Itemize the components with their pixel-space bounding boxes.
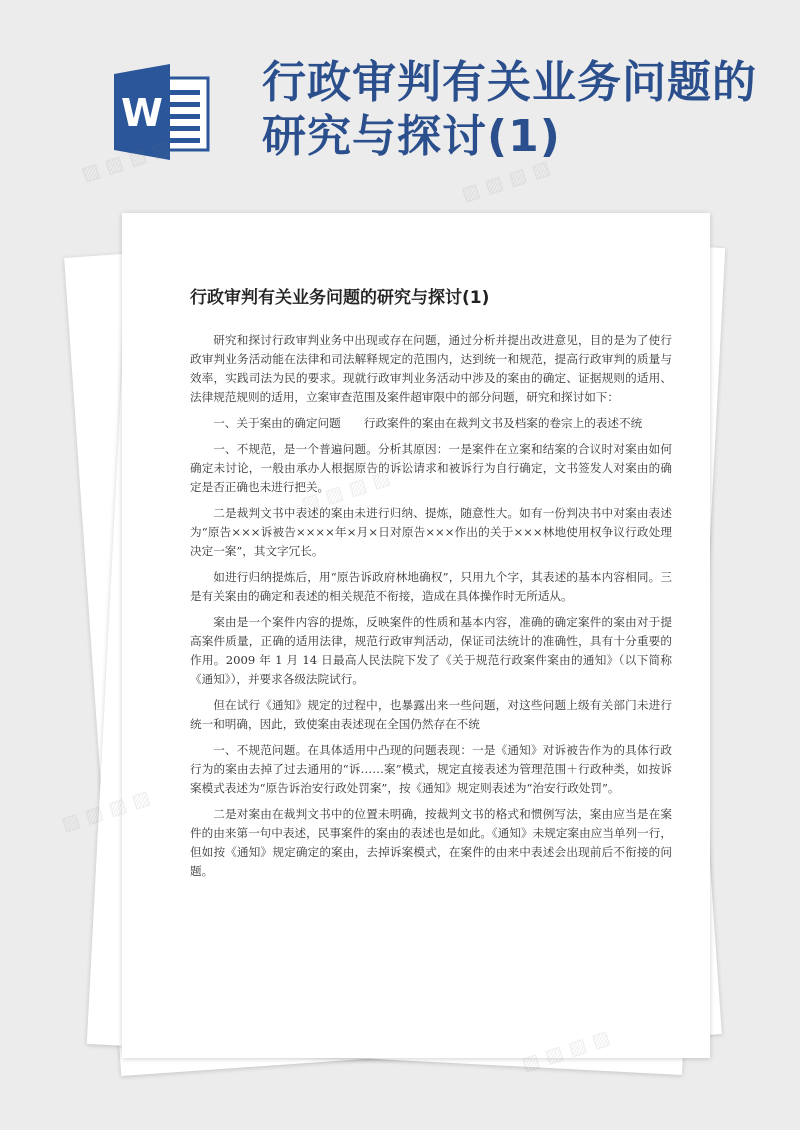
- paragraph: 二是裁判文书中表述的案由未进行归纳、提炼，随意性大。如有一份判决书中对案由表述为“原告×××诉被告××××年×月×日对原告×××作出的关于×××林地使用权争议行政处理决定一案”，其文字冗长。: [190, 506, 672, 558]
- document-title: 行政审判有关业务问题的研究与探讨(1): [190, 288, 490, 308]
- paragraph: 二是对案由在裁判文书中的位置未明确，按裁判文书的格式和惯例写法，案由应当是在案件的由来第一句中表述，民事案件的案由的表述也是如此。《通知》未规定案由应当单列一行，但如按《通知》规定确定的案由，去掉诉案模式，在案件的由来中表述会出现前后不衔接的问题。: [190, 807, 672, 878]
- paragraph: 案由是一个案件内容的提炼，反映案件的性质和基本内容，准确的确定案件的案由对于提高案件质量，正确的适用法律，规范行政审判活动，保证司法统计的准确性，具有十分重要的作用。2009 年 1 月 14 日最高人民法院下发了《关于规范行政案件案由的通知》（以下简称《通知》），并要求各级法院试行。: [190, 615, 672, 686]
- word-logo-letter: W: [121, 91, 163, 135]
- watermark-mark: ▨ ▨ ▨ ▨: [458, 156, 553, 206]
- paragraph: 一、关于案由的确定问题 行政案件的案由在裁判文书及档案的卷宗上的表述不统: [213, 416, 643, 430]
- document-page: [122, 213, 710, 1058]
- paragraph: 一、不规范问题。在具体适用中凸现的问题表现：一是《通知》对诉被告作为的具体行政行为的案由去掉了过去通用的“诉……案”模式，规定直接表述为管理范围＋行政种类，如按诉案模式表述为“原告诉治安行政处罚案”，按《通知》规定则表述为“治安行政处罚”。: [190, 743, 672, 795]
- paragraph: 如进行归纳提炼后，用“原告诉政府林地确权”，只用九个字，其表述的基本内容相同。三是有关案由的确定和表述的相关规范不衔接，造成在具体操作时无所适从。: [190, 570, 672, 603]
- paragraph: 一、不规范，是一个普遍问题。分析其原因：一是案件在立案和结案的合议时对案由如何确定未讨论，一般由承办人根据原告的诉讼请求和被诉行为自行确定，文书签发人对案由的确定是否正确也未进行把关。: [190, 442, 672, 494]
- banner-title: 行政审判有关业务问题的研究与探讨(1): [262, 57, 757, 162]
- watermark-mark: ▨ ▨ ▨ ▨: [78, 136, 173, 186]
- paragraph: 研究和探讨行政审判业务中出现或存在问题，通过分析并提出改进意见，目的是为了使行政审判业务活动能在法律和司法解释规定的范围内，达到统一和规范，提高行政审判的质量与效率，实践司法为民的要求。现就行政审判业务活动中涉及的案由的确定、证据规则的适用、法律规范规则的适用，立案审查范围及案件超审限中的部分问题，研究和探讨如下：: [190, 333, 672, 404]
- watermark-mark: ▨ ▨: [58, 801, 107, 836]
- banner: [0, 0, 800, 190]
- paragraph: 但在试行《通知》规定的过程中，也暴露出来一些问题，对这些问题上级有关部门未进行统一和明确，因此，致使案由表述现在全国仍然存在不统: [190, 698, 672, 731]
- word-document-icon: [112, 62, 212, 162]
- document-body: [190, 331, 672, 888]
